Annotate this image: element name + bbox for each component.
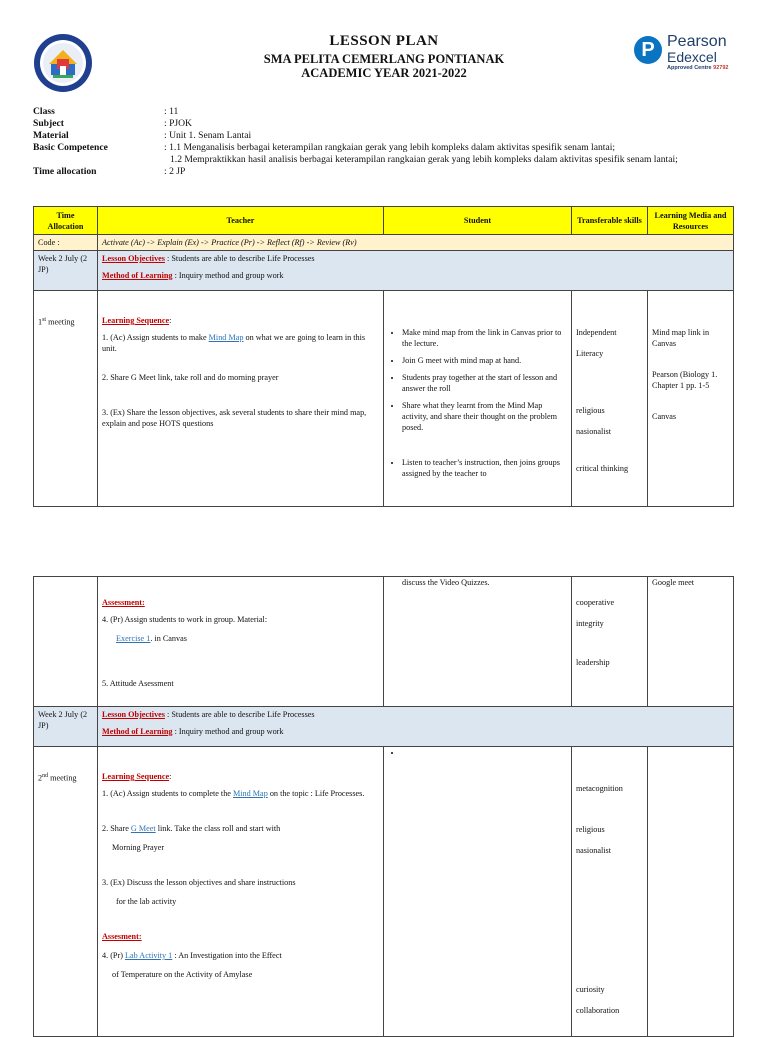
skill-independent: Independent — [576, 328, 617, 337]
subject-label: Subject — [33, 118, 64, 129]
method-text-2: : Inquiry method and group work — [172, 727, 284, 736]
teacher-step-4-cont: of Temperature on the Activity of Amylase — [112, 970, 253, 979]
lab-activity-link[interactable]: Lab Activity 1 — [124, 951, 173, 960]
objectives-label-2: Lesson Objectives — [102, 710, 165, 719]
material-value: : Unit 1. Senam Lantai — [164, 130, 252, 141]
header-media: Learning Media and Resources — [648, 207, 734, 235]
skill-nasionalist-2: nasionalist — [576, 846, 612, 855]
media-canvas: Canvas — [652, 412, 677, 421]
skill-religious: religious — [576, 406, 605, 415]
teacher-step-3-cont: for the lab activity — [116, 897, 177, 906]
header-time: Time Allocation — [34, 207, 98, 235]
lesson-info — [33, 106, 733, 178]
week-label: Week 2 July (2 JP) — [34, 251, 98, 291]
teacher-step-5: 5. Attitude Asessment — [102, 679, 174, 688]
header-student: Student — [384, 207, 572, 235]
teacher-step-2-cont: Morning Prayer — [112, 843, 165, 852]
student-step-4: • Share what they learnt from the Mind Map activity, and share their thought on the problem posed. — [402, 400, 567, 433]
week-2-label: Week 2 July (2 JP) — [34, 707, 98, 747]
skill-nasionalist: nasionalist — [576, 427, 612, 436]
mind-map-link-2[interactable]: Mind Map — [232, 789, 268, 798]
subject-value: : PJOK — [164, 118, 192, 129]
objectives-text-2: : Students are able to describe Life Processes — [165, 710, 315, 719]
competence-2: 1.2 Mempraktikkan hasil analisis berbagai keterampilan rangkaian gerak yang lebih kompleks dalam aktivitas spesifik senam lantai; — [170, 154, 678, 165]
lesson-table-page-1: Time Allocation Teacher Student Transferable skills Learning Media and Resources Code : Activate (Ac) -> Explain (Ex) -> Practice (Pr) -> Reflect (Rf) -> Review (Rv) Week 2 July (2 JP) Lesson Objectives : Students are able to describe Life Processes Method of Learning : Inquiry method and group work 1st meeting Learning Sequence: 1. (Ac) Assign students to make Mind Map on what we are going to learn in this unit. 2. Share G Meet link, take roll and do morning prayer 3. (Ex) Share the lesson objectives, ask several students to share their mind map, explain and pose HOTS questions • Make mind map from the link in Canvas prior to the lecture. • Join G meet with mind map at hand. • Students pray together at the start of lesson and answer the roll • Share what they learnt from the Mind Map activity, and share their thought on the problem posed. • Listen to teacher’s instruction, then joins groups assigned by the teacher to Independent Literacy religious nasionalist critical thinking Mind map link in Canvas Pearson (Biology 1. Chapter 1 pp. 1-5 Canvas — [33, 206, 734, 507]
mind-map-link[interactable]: Mind Map — [208, 333, 244, 342]
pearson-p-icon: P — [634, 36, 662, 64]
teacher-step-2: 2. Share G Meet link, take roll and do morning prayer — [102, 373, 279, 382]
teacher-step-4: 4. (Pr) Assign students to work in group. Material: — [102, 615, 268, 624]
teacher-step-3-2: 3. (Ex) Discuss the lesson objectives and share instructions — [102, 878, 296, 887]
class-label: Class — [33, 106, 55, 117]
method-label: Method of Learning — [102, 271, 173, 280]
skill-critical-thinking: critical thinking — [576, 464, 629, 473]
material-label: Material — [33, 130, 69, 141]
skill-curiosity: curiosity — [576, 985, 605, 994]
objectives-label: Lesson Objectives — [102, 254, 165, 263]
skill-metacognition: metacognition — [576, 784, 623, 793]
header-skills: Transferable skills — [572, 207, 648, 235]
student-step-5-cont: discuss the Video Quizzes. — [402, 578, 490, 587]
skill-literacy: Literacy — [576, 349, 604, 358]
method-label-2: Method of Learning — [102, 727, 173, 736]
competence-label: Basic Competence — [33, 142, 108, 153]
media-mind-map: Mind map link in Canvas — [652, 328, 710, 348]
meeting-2-label: 2nd meeting — [34, 747, 98, 1037]
skill-leadership: leadership — [576, 658, 610, 667]
skill-integrity: integrity — [576, 619, 604, 628]
media-pearson: Pearson (Biology 1. Chapter 1 pp. 1-5 — [652, 370, 718, 390]
assessment-label-2: Assesment: — [102, 932, 142, 941]
time-value: : 2 JP — [164, 166, 186, 177]
code-value: Activate (Ac) -> Explain (Ex) -> Practice (Pr) -> Reflect (Rf) -> Review (Rv) — [98, 235, 734, 251]
time-label: Time allocation — [33, 166, 97, 177]
sequence-label-2: Learning Sequence — [102, 772, 170, 781]
competence-1: : 1.1 Menganalisis berbagai keterampilan rangkaian gerak yang lebih kompleks dalam aktivitas spesifik senam lantai; — [164, 142, 616, 153]
student-step-2: • Join G meet with mind map at hand. — [402, 355, 567, 366]
student-step-3: • Students pray together at the start of lesson and answer the roll — [402, 372, 567, 394]
meeting-1-label: 1st meeting — [34, 291, 98, 507]
skill-collaboration: collaboration — [576, 1006, 620, 1015]
sequence-label: Learning Sequence — [102, 316, 170, 325]
lesson-table-page-2: Assessment: 4. (Pr) Assign students to work in group. Material: Exercise 1. in Canvas 5. Attitude Asessment discuss the Video Quizzes. cooperative integrity leadership Google meet Week 2 July (2 JP) Lesson Objectives : Students are able to describe Life Processes Method of Learning : Inquiry method and group work 2nd meeting Learning Sequence: 1. (Ac) Assign students to complete the Mind Map on the topic : Life Processes. 2. Share G Meet link. Take the class roll and start with Morning Prayer 3. (Ex) Discuss the lesson objectives and share instructions for the lab activity Assesment: 4. (Pr) Lab Activity 1 : An Investigation into the Effect of Temperature on the Activity of Amylase • metacognition religious nasionalist curiosity collaboration — [33, 576, 734, 1037]
code-label: Code : — [34, 235, 98, 251]
objectives-text: : Students are able to describe Life Processes — [165, 254, 315, 263]
skill-cooperative: cooperative — [576, 598, 615, 607]
student-step-1: • Make mind map from the link in Canvas prior to the lecture. — [402, 327, 567, 349]
exercise-1-link[interactable]: Exercise 1 — [116, 634, 151, 643]
student-step-5: • Listen to teacher’s instruction, then joins groups assigned by the teacher to — [402, 457, 567, 479]
method-text: : Inquiry method and group work — [172, 271, 284, 280]
skill-religious-2: religious — [576, 825, 605, 834]
assessment-label: Assessment: — [102, 598, 145, 607]
media-google-meet: Google meet — [652, 578, 695, 587]
student-empty-bullet — [402, 747, 567, 758]
teacher-step-3: 3. (Ex) Share the lesson objectives, ask several students to share their mind map, explain and pose HOTS questions — [102, 408, 367, 428]
header-teacher: Teacher — [98, 207, 384, 235]
document-title: LESSON PLAN — [329, 33, 439, 49]
pearson-edexcel-logo: P Pearson Edexcel Approved Centre 92792 — [634, 34, 744, 74]
academic-year: ACADEMIC YEAR 2021-2022 — [301, 66, 467, 80]
school-name: SMA PELITA CEMERLANG PONTIANAK — [263, 52, 505, 66]
class-value: : 11 — [164, 106, 179, 117]
g-meet-link[interactable]: G Meet — [130, 824, 156, 833]
